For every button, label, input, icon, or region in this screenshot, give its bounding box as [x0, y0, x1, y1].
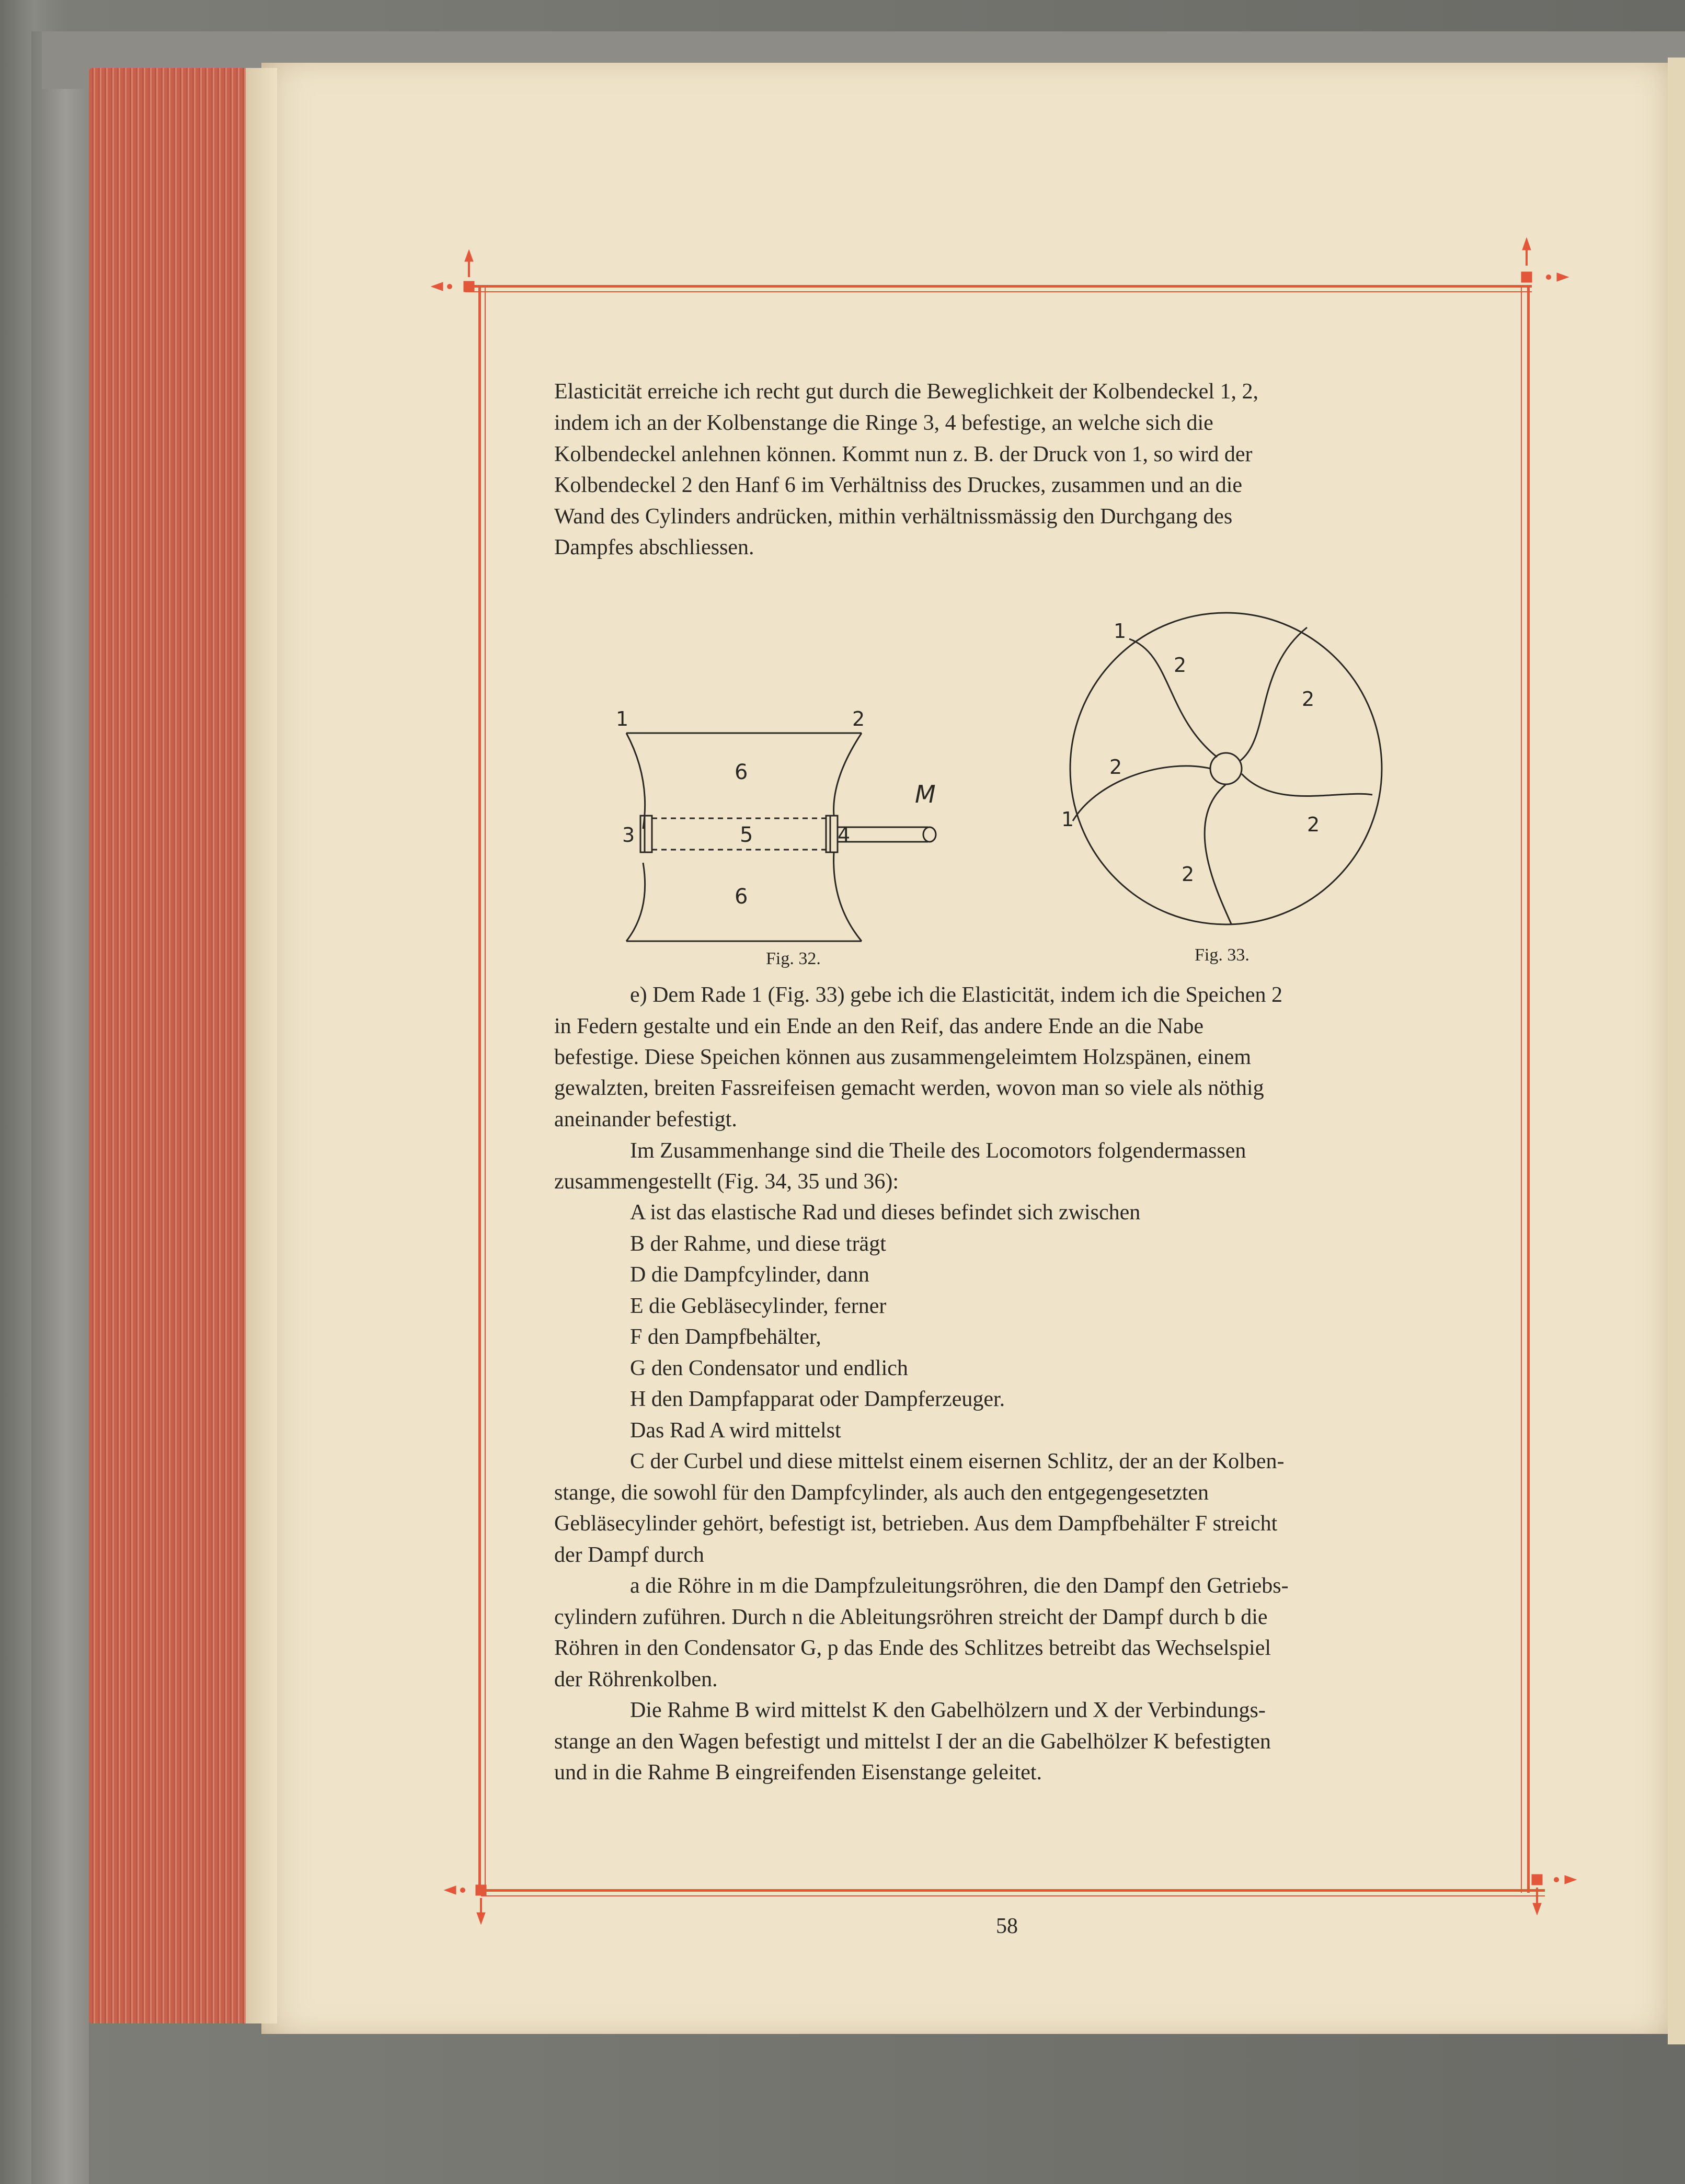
text-line: stange, die sowohl für den Dampfcylinder, als auch den entgegengesetzten [554, 1481, 1209, 1505]
figure-33-elastic-wheel [1046, 601, 1412, 946]
fig32-label-6-upper: 6 [735, 760, 748, 784]
text-line: Im Zusammenhange sind die Theile des Locomotors folgendermassen [630, 1139, 1246, 1163]
list-item: F den Dampfbehälter, [630, 1325, 821, 1349]
text-line: cylindern zuführen. Durch n die Ableitungsröhren streicht der Dampf durch b die [554, 1605, 1268, 1629]
text-line: in Federn gestalte und ein Ende an den Reif, das andere Ende an die Nabe [554, 1014, 1204, 1038]
fig33-label-2: 2 [1302, 688, 1315, 711]
list-item: G den Condensator und endlich [630, 1356, 908, 1380]
text-line: Kolbendeckel anlehnen können. Kommt nun z. B. der Druck von 1, so wird der [554, 442, 1253, 466]
text-line: befestige. Diese Speichen können aus zusammengeleimtem Holzspänen, einem [554, 1045, 1252, 1069]
fig33-label-2: 2 [1307, 813, 1320, 836]
fig32-label-m: M [915, 780, 936, 808]
text-line: aneinander befestigt. [554, 1107, 737, 1131]
text-line: Gebläsecylinder gehört, befestigt ist, betrieben. Aus dem Dampfbehälter F streicht [554, 1512, 1278, 1536]
text-line: gewalzten, breiten Fassreifeisen gemacht werden, wovon man so viele als nöthig [554, 1076, 1264, 1100]
text-line: der Dampf durch [554, 1543, 704, 1567]
page-number: 58 [996, 1914, 1018, 1938]
fig32-label-6-lower: 6 [735, 885, 748, 909]
text-line: Wand des Cylinders andrücken, mithin verhältnissmässig den Durchgang des [554, 505, 1233, 529]
text-line: Kolbendeckel 2 den Hanf 6 im Verhältniss des Druckes, zusammen und an die [554, 473, 1243, 497]
text-line: Die Rahme B wird mittelst K den Gabelhölzern und X der Verbindungs- [630, 1698, 1266, 1722]
text-line: Elasticität erreiche ich recht gut durch die Beweglichkeit der Kolbendeckel 1, 2, [554, 380, 1258, 404]
figure-33-caption: Fig. 33. [1195, 945, 1250, 965]
figure-32-piston-diagram [601, 695, 967, 957]
text-line: zusammengestellt (Fig. 34, 35 und 36): [554, 1170, 899, 1194]
text-line: a die Röhre in m die Dampfzuleitungsröhren, die den Dampf den Getriebs- [630, 1574, 1289, 1598]
list-item: E die Gebläsecylinder, ferner [630, 1294, 887, 1318]
fig33-label-1-top: 1 [1114, 620, 1127, 643]
fig33-label-1-left: 1 [1061, 808, 1074, 831]
text-line: der Röhrenkolben. [554, 1667, 718, 1691]
text-line: stange an den Wagen befestigt und mittelst I der an die Gabelhölzer K befestigten [554, 1730, 1271, 1754]
text-line: C der Curbel und diese mittelst einem eisernen Schlitz, der an der Kolben- [630, 1449, 1285, 1473]
fig32-label-1: 1 [616, 707, 629, 730]
text-line: indem ich an der Kolbenstange die Ringe 3, 4 befestige, an welche sich die [554, 411, 1213, 435]
fig32-label-4: 4 [838, 824, 851, 847]
fig32-label-2: 2 [852, 707, 865, 730]
list-item: Das Rad A wird mittelst [630, 1419, 841, 1443]
text-line: e) Dem Rade 1 (Fig. 33) gebe ich die Elasticität, indem ich die Speichen 2 [630, 983, 1282, 1007]
figure-32-caption: Fig. 32. [766, 949, 821, 968]
text-line: Röhren in den Condensator G, p das Ende des Schlitzes betreibt das Wechselspiel [554, 1636, 1271, 1660]
fig33-label-2: 2 [1174, 654, 1187, 677]
text-line: und in die Rahme B eingreifenden Eisenstange geleitet. [554, 1760, 1042, 1785]
list-item: B der Rahme, und diese trägt [630, 1232, 886, 1256]
list-item: A ist das elastische Rad und dieses befindet sich zwischen [630, 1200, 1141, 1225]
fig33-label-2: 2 [1109, 756, 1122, 779]
list-item: D die Dampfcylinder, dann [630, 1263, 869, 1287]
fig33-label-2: 2 [1182, 863, 1195, 886]
fig32-label-3: 3 [622, 824, 635, 847]
list-item: H den Dampfapparat oder Dampferzeuger. [630, 1387, 1005, 1411]
text-line: Dampfes abschliessen. [554, 535, 754, 559]
fig32-label-5: 5 [740, 823, 753, 847]
